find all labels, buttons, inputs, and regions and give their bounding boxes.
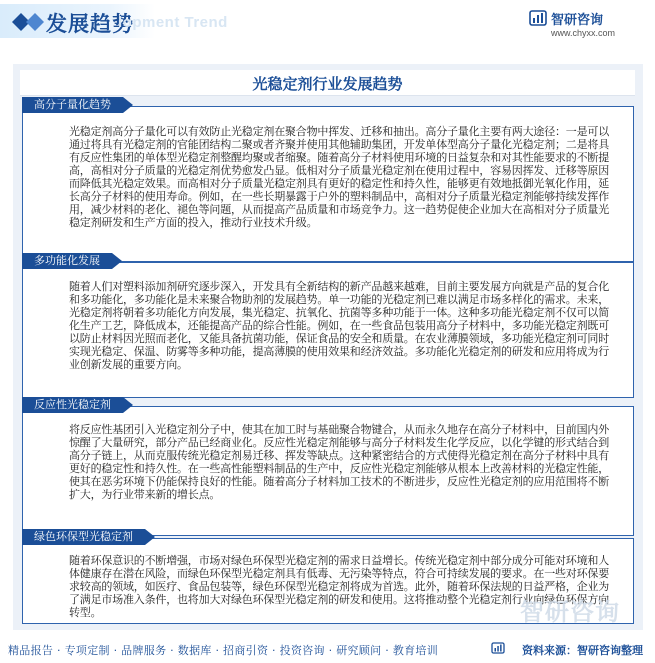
section-tab: 反应性光稳定剂 — [22, 397, 123, 413]
brand-logo-icon — [529, 10, 547, 26]
page-title: 发展趋势 — [46, 12, 134, 36]
panel-title: 光稳定剂行业发展趋势 — [252, 75, 403, 93]
section-text: 将反应性基团引入光稳定剂分子中，使其在加工时与基础聚合物键合，从而永久地存在高分子材料中，目前国内外惊醒了大量研究，部分产品已经商业化。反应性光稳定剂能够与高分子材料发生化学反应，以化学键的形式结合到高分子链上，从而克服传统光稳定剂易迁移、挥发等缺点。这种紧密结合的方式使得光稳定剂在高分子材料中具有更好的稳定性和持久性。在一些高性能塑料制品的生产中，反应性光稳定剂能够从根本上改善材料的光稳定性能，使其在恶劣环境下仍能保持良好的性能。随着高分子材料加工技术的不断进步，反应性光稳定剂的应用范围将不断扩大，为行业带来新的增长点。 — [69, 423, 609, 501]
section-text: 随着人们对塑料添加剂研究逐步深入，开发具有全新结构的新产品越来越难，目前主要发展方向就是产品的复合化和多功能化，多功能化是未来聚合物助剂的发展趋势。单一功能的光稳定剂已难以满足市场多样化的需求。未来，光稳定剂将朝着多功能化方向发展，集光稳定、抗氧化、抗菌等多种功能于一体。这种多功能光稳定剂不仅可以简化生产工艺，降低成本，还能提高产品的综合性能。例如，在一些食品包装用高分子材料中，多功能光稳定剂既可以防止材料因光照而老化，又能具备抗菌功能，保证食品的安全和质量。在农业薄膜领域，多功能光稳定剂可同时实现光稳定、保温、防雾等多种功能，提高薄膜的使用效果和经济效益。多功能化光稳定剂的研发和应用将成为行业创新发展的重要方向。 — [69, 280, 609, 371]
panel-title-box — [20, 70, 635, 96]
section-tab: 高分子量化趋势 — [22, 97, 123, 113]
source-note: 资料来源：智研咨询整理 — [522, 644, 643, 657]
section-tab: 多功能化发展 — [22, 253, 112, 269]
section-high-molecular — [22, 98, 634, 262]
watermark-logo-text: 智研咨询 — [520, 598, 620, 626]
section-tab: 绿色环保型光稳定剂 — [22, 529, 145, 545]
brand-logo-icon — [491, 642, 505, 654]
header-watermark: lopment Trend — [118, 14, 228, 31]
diamond-icon — [8, 9, 48, 35]
brand[interactable] — [529, 8, 639, 40]
section-reactive — [22, 398, 634, 536]
brand-url[interactable]: www.chyxx.com — [551, 28, 616, 38]
section-multifunction — [22, 254, 634, 398]
header — [0, 0, 655, 44]
brand-name: 智研咨询 — [551, 13, 604, 28]
footer-links[interactable]: 精品报告 · 专项定制 · 品牌服务 · 数据库 · 招商引资 · 投资咨询 · 研究顾问 · 教育培训 — [8, 644, 439, 657]
section-text: 光稳定剂高分子量化可以有效防止光稳定剂在聚合物中挥发、迁移和抽出。高分子量化主要有两大途径：一是可以通过将具有光稳定剂的官能团结构二聚或者齐聚并使用其他辅助集团，开发单体型高分子量化光稳定剂；二是将具有反应性集团的单体型光稳定剂整醒均聚或者缩聚。随着高分子材料使用环境的日益复杂和对其性能要求的不断提高，高相对分子质量的光稳定剂优势愈发凸显。低相对分子质量光稳定剂在使用过程中，容易因挥发、迁移等原因而降低其光稳定效果。而高相对分子质量光稳定剂具有更好的稳定性和持久性，能够更有效地抵御光氧化作用，延长高分子材料的使用寿命。例如，在一些长期暴露于户外的塑料制品中，高相对分子质量光稳定剂能够持续发挥作用，减少材料的老化、褪色等问题，从而提高产品质量和市场竞争力。这一趋势促使企业加大在高相对分子质量光稳定剂研发和生产方面的投入，推动行业技术升级。 — [69, 125, 609, 229]
section-text: 随着环保意识的不断增强，市场对绿色环保型光稳定剂的需求日益增长。传统光稳定剂中部分成分可能对环境和人体健康存在潜在风险，而绿色环保型光稳定剂具有低毒、无污染等特点，符合可持续发展的要求。在一些对环保要求较高的领域，如医疗、食品包装等，绿色环保型光稳定剂将成为首选。此外，随着环保法规的日益严格，企业为了满足市场准入条件，也将加大对绿色环保型光稳定剂的研发和使用。这将推动整个光稳定剂行业向绿色环保方向转型。 — [69, 554, 609, 619]
footer — [0, 633, 655, 663]
